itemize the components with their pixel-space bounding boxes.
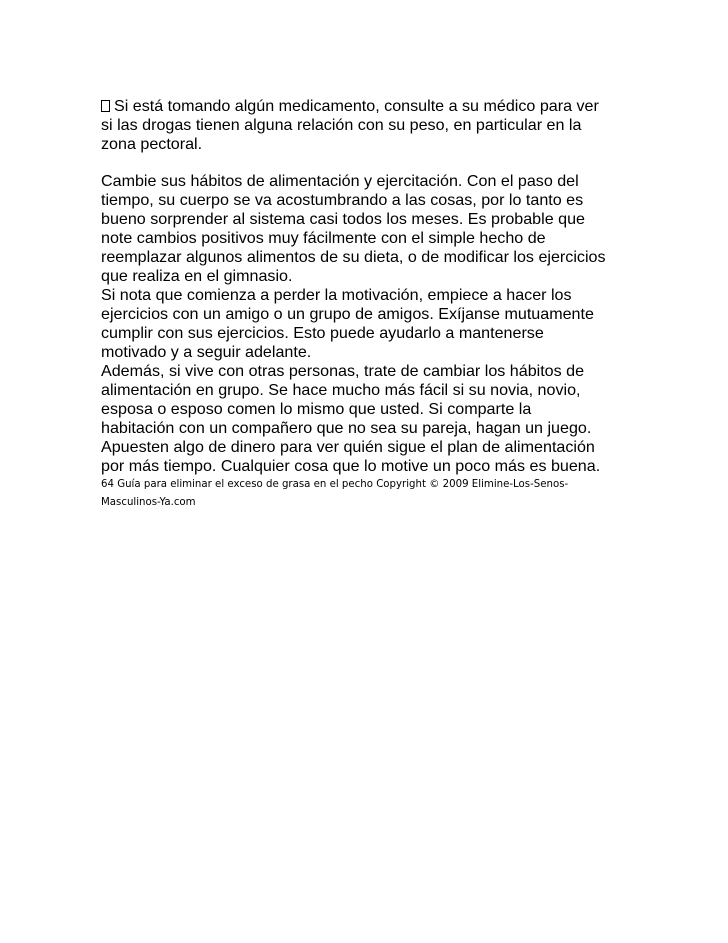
footer-line: 64 Guía para eliminar el exceso de grasa en el pecho Copyright © 2009 Elimine-Los-Senos- bbox=[101, 479, 569, 490]
paragraph-line: que realiza en el gimnasio. bbox=[101, 267, 293, 285]
paragraph-line: Además, si vive con otras personas, trate de cambiar los hábitos de bbox=[101, 362, 585, 380]
paragraph-medication-note bbox=[101, 97, 641, 154]
paragraph-line: habitación con un compañero que no sea su pareja, hagan un juego. bbox=[101, 419, 592, 437]
paragraph-spacer bbox=[101, 154, 641, 172]
paragraph-line: motivado y a seguir adelante. bbox=[101, 343, 312, 361]
paragraph-line: Apuesten algo de dinero para ver quién sigue el plan de alimentación bbox=[101, 438, 595, 456]
footer-line: Masculinos-Ya.com bbox=[101, 497, 196, 508]
page-footer bbox=[101, 476, 641, 512]
paragraph-line: si las drogas tienen alguna relación con su peso, en particular en la bbox=[101, 116, 582, 134]
paragraph-line: reemplazar algunos alimentos de su dieta, o de modificar los ejercicios bbox=[101, 248, 606, 266]
paragraph-line: Cambie sus hábitos de alimentación y ejercitación. Con el paso del bbox=[101, 172, 579, 190]
paragraph-line: ejercicios con un amigo o un grupo de amigos. Exíjanse mutuamente bbox=[101, 305, 594, 323]
paragraph-line: alimentación en grupo. Se hace mucho más fácil si su novia, novio, bbox=[101, 381, 581, 399]
paragraph-line: tiempo, su cuerpo se va acostumbrando a las cosas, por lo tanto es bbox=[101, 191, 584, 209]
document-page bbox=[101, 97, 641, 512]
paragraph-line: esposa o esposo comen lo mismo que usted. Si comparte la bbox=[101, 400, 532, 418]
paragraph-line: cumplir con sus ejercicios. Esto puede ayudarlo a mantenerse bbox=[101, 324, 544, 342]
paragraph-habits bbox=[101, 172, 641, 476]
paragraph-line: Si está tomando algún medicamento, consulte a su médico para ver bbox=[101, 97, 641, 116]
paragraph-line: por más tiempo. Cualquier cosa que lo motive un poco más es buena. bbox=[101, 457, 601, 475]
paragraph-line: bueno sorprender al sistema casi todos los meses. Es probable que bbox=[101, 210, 585, 228]
paragraph-line: note cambios positivos muy fácilmente con el simple hecho de bbox=[101, 229, 546, 247]
missing-glyph-icon bbox=[101, 100, 110, 112]
paragraph-line: zona pectoral. bbox=[101, 135, 203, 153]
paragraph-line: Si nota que comienza a perder la motivación, empiece a hacer los bbox=[101, 286, 572, 304]
